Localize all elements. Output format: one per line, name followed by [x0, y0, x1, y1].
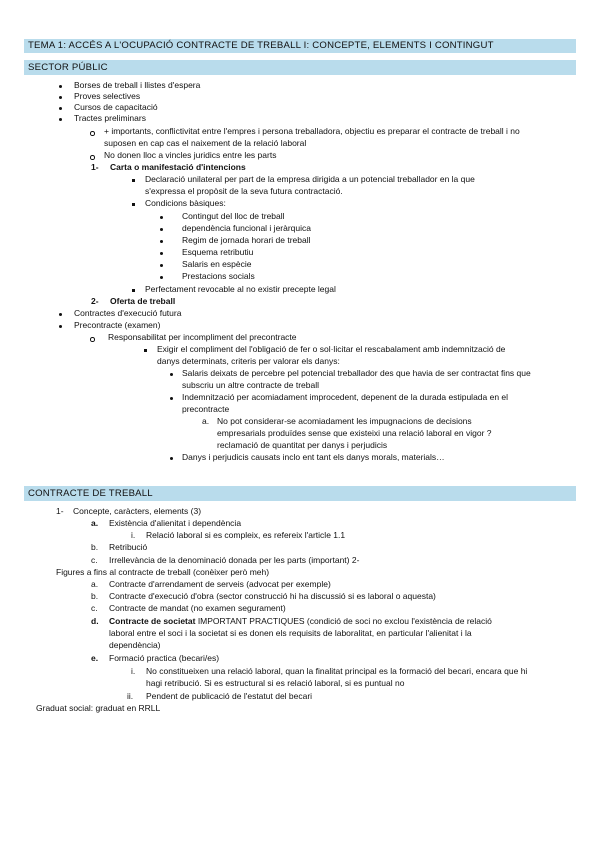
list-number: 1- [91, 162, 99, 172]
bullet-square [144, 349, 147, 352]
list-item [109, 616, 492, 627]
list-item-continued: empresarials produïdes sense que existeixi una relació laboral en vigor ? [217, 428, 492, 438]
list-item-rest: IMPORTANT PRACTIQUES (condició de soci no exclou l'existència de relació [195, 616, 492, 626]
bullet-ring [90, 337, 95, 342]
bullet-dot [59, 313, 62, 316]
list-letter: b. [91, 542, 99, 552]
list-item: Cursos de capacitació [74, 102, 158, 112]
bullet-square [132, 289, 135, 292]
list-item: Borses de treball i llistes d'espera [74, 80, 201, 90]
list-item-continued: laboral entre el soci i la societat si es donen els requisits de laboralitat, en particular l'alienitat i la [109, 628, 472, 638]
list-item: Contracte d'arrendament de serveis (advocat per exemple) [109, 579, 331, 589]
list-item: Contractes d'execució futura [74, 308, 182, 318]
list-item: No donen lloc a vincles juridics entre les parts [104, 150, 277, 160]
list-item-continued: s'expressa el propòsit de la seva futura contractació. [145, 186, 343, 196]
section-title-public: SECTOR PÚBLIC [28, 62, 108, 73]
bullet-square [132, 179, 135, 182]
list-item: Existència d'alienitat i dependència [109, 518, 242, 528]
bullet-dot [160, 252, 163, 255]
bullet-dot [160, 276, 163, 279]
bullet-dot [160, 216, 163, 219]
footer-note: Graduat social: graduat en RRLL [36, 703, 161, 713]
list-item: Danys i perjudicis causats inclo ent tant els danys morals, materials… [182, 452, 445, 462]
list-item: Exigir el compliment del l'obligació de fer o sol·licitar el rescabalament amb indemnització de [157, 344, 506, 354]
list-item: Contracte de mandat (no examen segurament) [109, 603, 286, 613]
bullet-dot [170, 397, 173, 400]
list-letter: b. [91, 591, 99, 601]
list-item: Declaració unilateral per part de la empresa dirigida a un potencial treballador en la que [145, 174, 475, 184]
list-item: Regim de jornada horari de treball [182, 235, 311, 245]
list-item-continued: danys determinats, criteris per valorar els danys: [157, 356, 340, 366]
list-item-continued: Figures a fins al contracte de treball (conèixer però meh) [56, 567, 270, 577]
list-letter: a. [91, 579, 99, 589]
list-roman: i. [131, 530, 136, 540]
list-letter: e. [91, 653, 99, 663]
list-item: Relació laboral si es compleix, es refereix l'article 1.1 [146, 530, 346, 540]
list-item: Contracte d'execució d'obra (sector construcció hi ha discussió si es laboral o aquesta) [109, 591, 436, 601]
bullet-dot [59, 118, 62, 121]
section-title-contract: CONTRACTE DE TREBALL [28, 488, 153, 499]
list-roman: i. [131, 666, 136, 676]
bullet-dot [160, 264, 163, 267]
bullet-ring [90, 131, 95, 136]
list-item: dependència funcional i jeràrquica [182, 223, 312, 233]
list-item: Responsabilitat per incompliment del precontracte [108, 332, 297, 342]
list-item: Pendent de publicació de l'estatut del becari [146, 691, 313, 701]
list-roman: ii. [127, 691, 134, 701]
list-number: 2- [91, 296, 99, 306]
list-item-continued: suposen en cap cas el naixement de la relació laboral [104, 138, 307, 148]
list-item: No pot considerar-se acomiadament les impugnacions de decisions [217, 416, 472, 426]
list-item: Perfectament revocable al no existir precepte legal [145, 284, 336, 294]
list-letter: a. [202, 416, 210, 426]
list-item: Irrellevància de la denominació donada per les parts (important) 2- [109, 555, 360, 565]
list-item: Indemnització per acomiadament improcedent, depenent de la durada estipulada en el [182, 392, 509, 402]
list-item: Prestacions socials [182, 271, 255, 281]
bullet-dot [170, 373, 173, 376]
list-letter: d. [91, 616, 99, 626]
list-item: Retribució [109, 542, 148, 552]
list-item: Proves selectives [74, 91, 141, 101]
list-letter: c. [91, 603, 98, 613]
bullet-square [132, 203, 135, 206]
list-item-continued: reclamació de quantitat per danys i perjudicis [217, 440, 388, 450]
list-item: Concepte, caràcters, elements (3) [73, 506, 202, 516]
list-item: No constitueixen una relació laboral, quan la finalitat principal es la formació del becari, encara que hi [146, 666, 528, 676]
bullet-dot [170, 457, 173, 460]
list-item: Precontracte (examen) [74, 320, 161, 330]
bullet-dot [59, 85, 62, 88]
list-letter: a. [91, 518, 99, 528]
list-item: Contingut del lloc de treball [182, 211, 285, 221]
list-item: Tractes preliminars [74, 113, 146, 123]
list-item-continued: dependència) [109, 640, 161, 650]
list-item: Formació practica (becari/es) [109, 653, 220, 663]
list-item-continued: precontracte [182, 404, 230, 414]
list-item: Salaris en espècie [182, 259, 252, 269]
list-item: Salaris deixats de percebre pel potencial treballador des que havia de ser contractat fins que [182, 368, 531, 378]
bullet-dot [160, 240, 163, 243]
list-letter: c. [91, 555, 98, 565]
bullet-dot [59, 96, 62, 99]
list-item-heading: Oferta de treball [110, 296, 176, 306]
list-item: + importants, conflictivitat entre l'empres i persona treballadora, objectiu es preparar el contracte de treball i no [104, 126, 520, 136]
list-number: 1- [56, 506, 64, 516]
list-item-continued: hagi retribució. Si es estructural si es relació laboral, si es puntual no [146, 678, 405, 688]
list-item-bold: Contracte de societat [109, 616, 196, 626]
bullet-dot [160, 228, 163, 231]
list-item-continued: subscriu un altre contracte de treball [182, 380, 320, 390]
bullet-dot [59, 325, 62, 328]
page-title: TEMA 1: ACCÉS A L'OCUPACIÓ CONTRACTE DE TREBALL I: CONCEPTE, ELEMENTS I CONTINGUT [28, 40, 494, 51]
list-item: Esquema retributiu [182, 247, 254, 257]
bullet-dot [59, 107, 62, 110]
list-item: Condicions bàsiques: [145, 198, 226, 208]
bullet-ring [90, 155, 95, 160]
list-item-heading: Carta o manifestació d'intencions [110, 162, 246, 172]
